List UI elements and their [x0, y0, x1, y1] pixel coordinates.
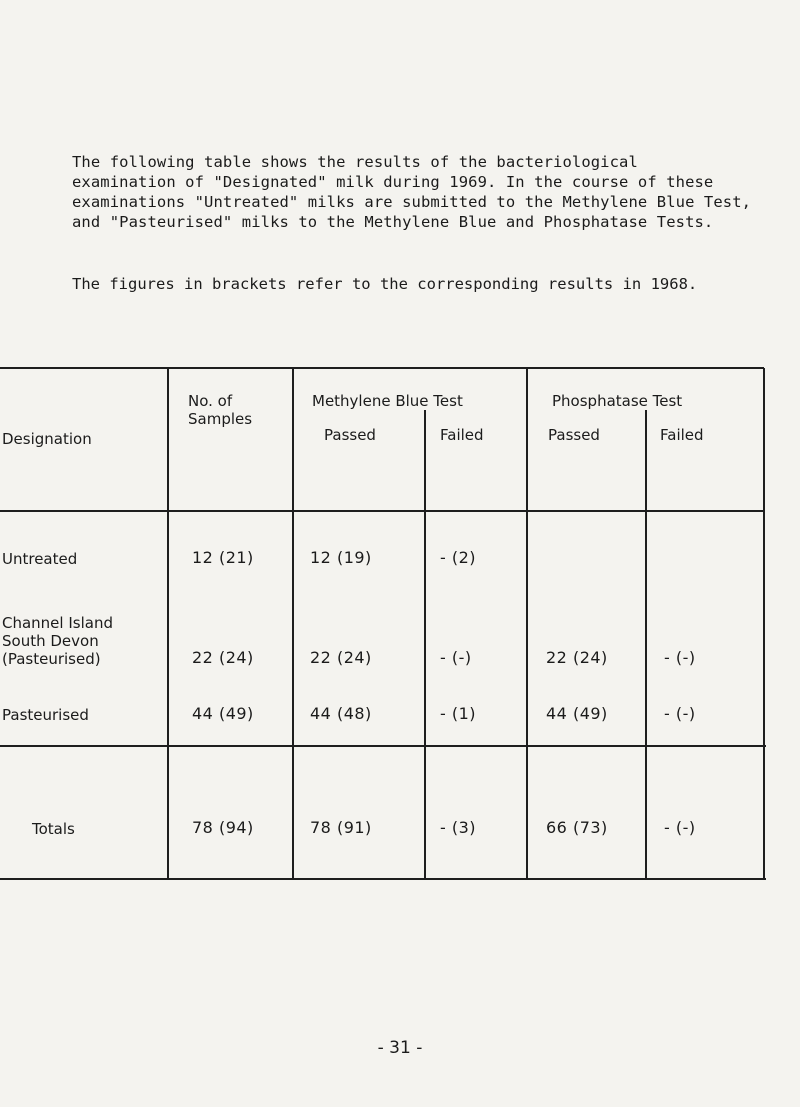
header-ph-failed: Failed [660, 426, 704, 444]
header-mb-passed: Passed [324, 426, 376, 444]
row-ph-failed: - (-) [664, 704, 696, 723]
header-mb-failed: Failed [440, 426, 484, 444]
table-bottom-rule [0, 878, 766, 880]
header-samples-line2: Samples [188, 410, 253, 428]
row-ph-failed: - (-) [664, 648, 696, 667]
totals-mb-passed: 78 (91) [310, 818, 372, 837]
row-designation: Pasteurised [2, 706, 89, 724]
row-mb-failed: - (-) [440, 648, 472, 667]
table-top-rule [0, 367, 764, 369]
totals-mb-failed: - (3) [440, 818, 477, 837]
totals-ph-passed: 66 (73) [546, 818, 608, 837]
header-designation: Designation [2, 430, 92, 448]
row-samples: 22 (24) [192, 648, 254, 667]
row-designation: South Devon [2, 632, 99, 650]
intro-line: and "Pasteurised" milks to the Methylene Blue and Phosphatase Tests. [72, 213, 714, 231]
header-phosphatase: Phosphatase Test [552, 392, 683, 410]
row-designation: (Pasteurised) [2, 650, 101, 668]
row-designation: Untreated [2, 550, 78, 568]
brackets-note: The figures in brackets refer to the corresponding results in 1968. [72, 275, 698, 293]
row-mb-failed: - (1) [440, 704, 477, 723]
row-ph-passed: 22 (24) [546, 648, 608, 667]
row-samples: 12 (21) [192, 548, 254, 567]
col-rule [167, 368, 169, 878]
header-methylene-blue: Methylene Blue Test [312, 392, 463, 410]
totals-ph-failed: - (-) [664, 818, 696, 837]
header-ph-passed: Passed [548, 426, 600, 444]
intro-line: examinations "Untreated" milks are submitted to the Methylene Blue Test, [72, 193, 752, 211]
row-designation: Channel Island [2, 614, 113, 632]
totals-top-rule [0, 745, 766, 747]
page-number: - 31 - [377, 1038, 423, 1058]
header-bottom-rule [0, 510, 764, 512]
col-rule [424, 410, 426, 878]
col-rule [763, 368, 765, 878]
row-mb-passed: 22 (24) [310, 648, 372, 667]
intro-line: The following table shows the results of the bacteriological [72, 153, 638, 171]
col-rule [292, 368, 294, 878]
row-mb-passed: 12 (19) [310, 548, 372, 567]
row-ph-passed: 44 (49) [546, 704, 608, 723]
row-mb-passed: 44 (48) [310, 704, 372, 723]
totals-label: Totals [32, 820, 75, 838]
col-rule [645, 410, 647, 878]
header-samples-line1: No. of [188, 392, 233, 410]
totals-samples: 78 (94) [192, 818, 254, 837]
col-rule [526, 368, 528, 878]
row-samples: 44 (49) [192, 704, 254, 723]
row-mb-failed: - (2) [440, 548, 477, 567]
intro-line: examination of "Designated" milk during 1969. In the course of these [72, 173, 714, 191]
